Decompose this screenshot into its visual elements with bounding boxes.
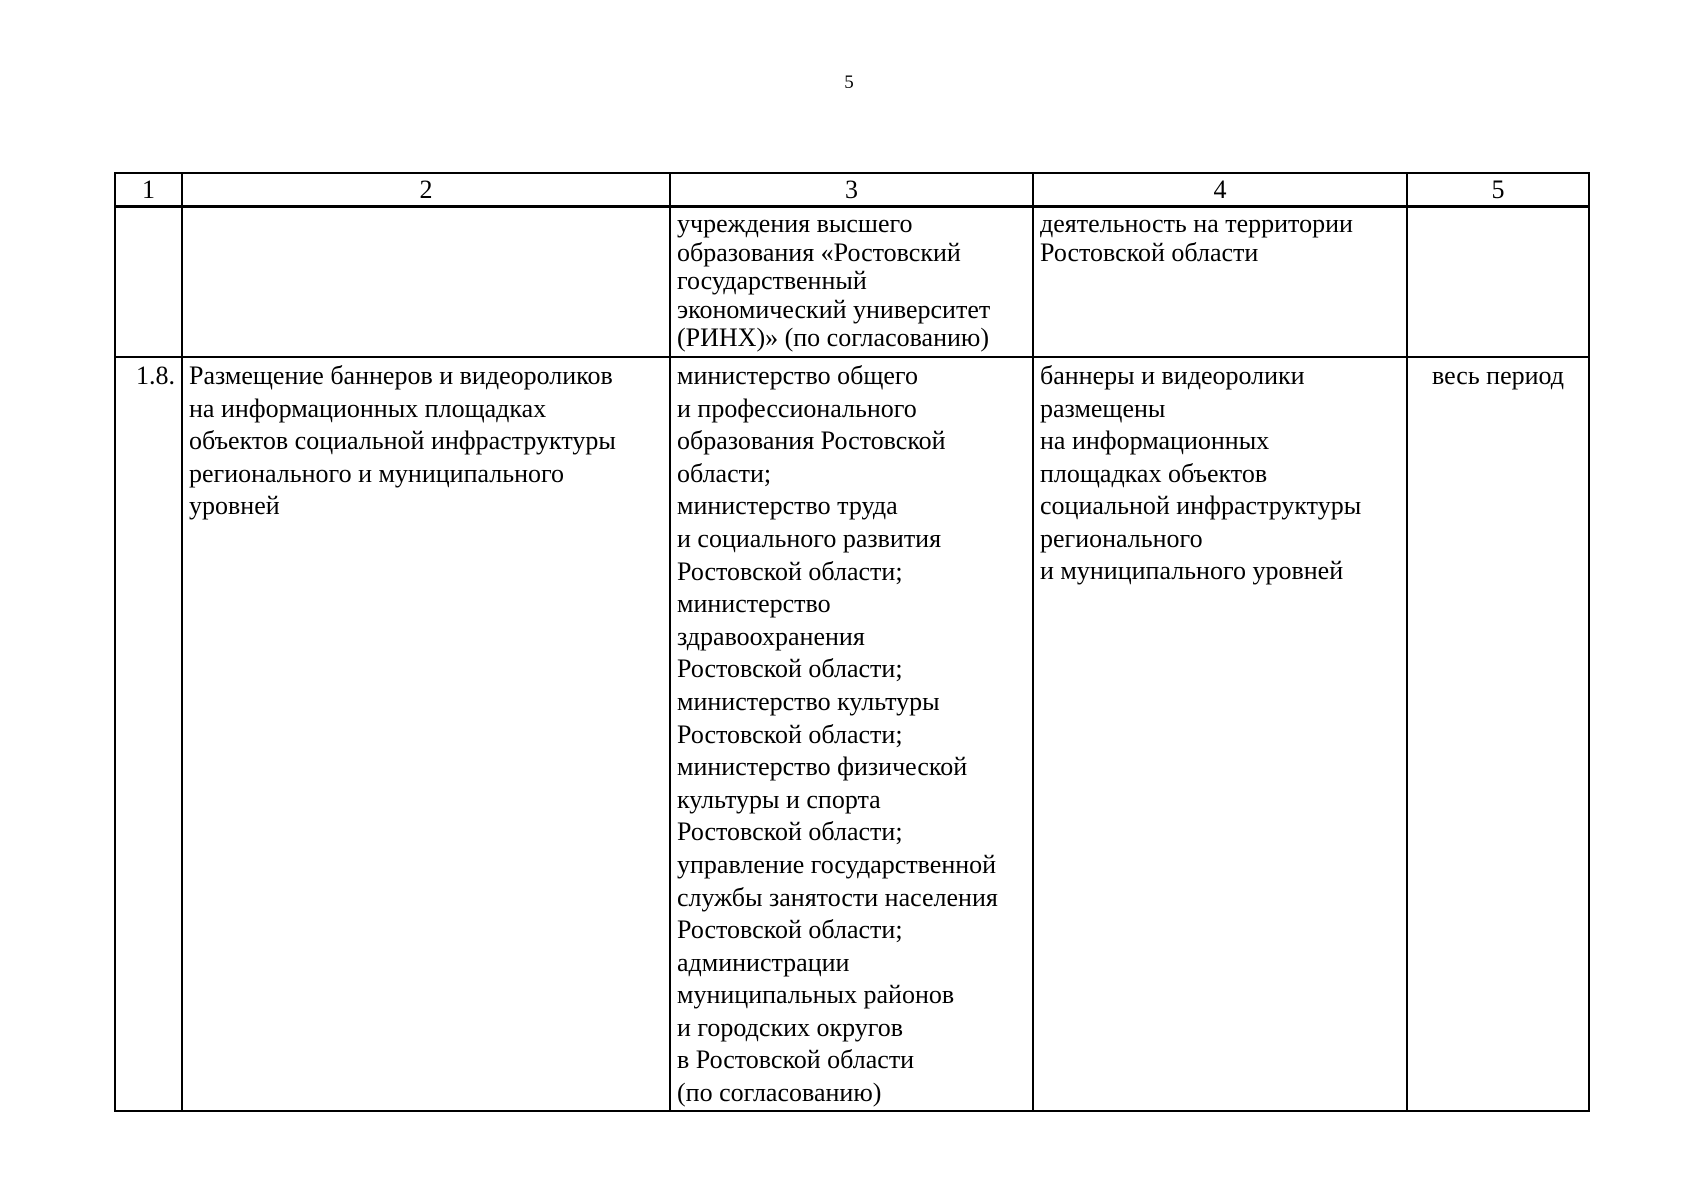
cell-executors-text: учреждения высшего образования «Ростовский государственный экономический университет (РИНХ)» (по согласованию) <box>677 209 991 352</box>
table-row <box>115 207 1589 358</box>
column-header-3: 3 <box>670 173 1033 207</box>
cell-result <box>1033 357 1407 1111</box>
page-number: 5 <box>844 72 854 93</box>
cell-measure <box>182 357 670 1111</box>
cell-executors <box>670 357 1033 1111</box>
cell-number <box>115 357 182 1111</box>
cell-number-text <box>116 208 181 210</box>
cell-executors-text: министерство общего и профессионального образования Ростовской области; министерство труда и социального развития Ростовской области; министерство здравоохранения Ростовской области; министерство культуры Ростовской области; министерство физической культуры и спорта Ростовской области; управление государственной службы занятости населения Ростовской области; администрации муниципальных районов и городских округов в Ростовской области (по согласованию) <box>677 361 998 1108</box>
column-header-1: 1 <box>115 173 182 207</box>
cell-measure <box>182 207 670 358</box>
cell-number-text: 1.8. <box>136 361 175 390</box>
table-row <box>115 357 1589 1111</box>
cell-period-text <box>1408 208 1588 210</box>
cell-executors <box>670 207 1033 358</box>
column-header-4: 4 <box>1033 173 1407 207</box>
cell-measure-text <box>183 208 669 210</box>
cell-result <box>1033 207 1407 358</box>
column-header-2: 2 <box>182 173 670 207</box>
table-header-row <box>115 173 1589 207</box>
cell-period-text: весь период <box>1431 361 1565 390</box>
cell-result-text: баннеры и видеоролики размещены на информационных площадках объектов социальной инфраструктуры регионального и муниципального уровней <box>1040 361 1362 585</box>
column-header-5: 5 <box>1407 173 1589 207</box>
cell-number <box>115 207 182 358</box>
cell-period <box>1407 357 1589 1111</box>
cell-measure-text: Размещение баннеров и видеороликов на информационных площадках объектов социальной инфраструктуры регионального и муниципального уровней <box>189 361 616 520</box>
cell-result-text: деятельность на территории Ростовской области <box>1040 209 1353 267</box>
cell-period <box>1407 207 1589 358</box>
measures-table <box>114 172 1590 1112</box>
